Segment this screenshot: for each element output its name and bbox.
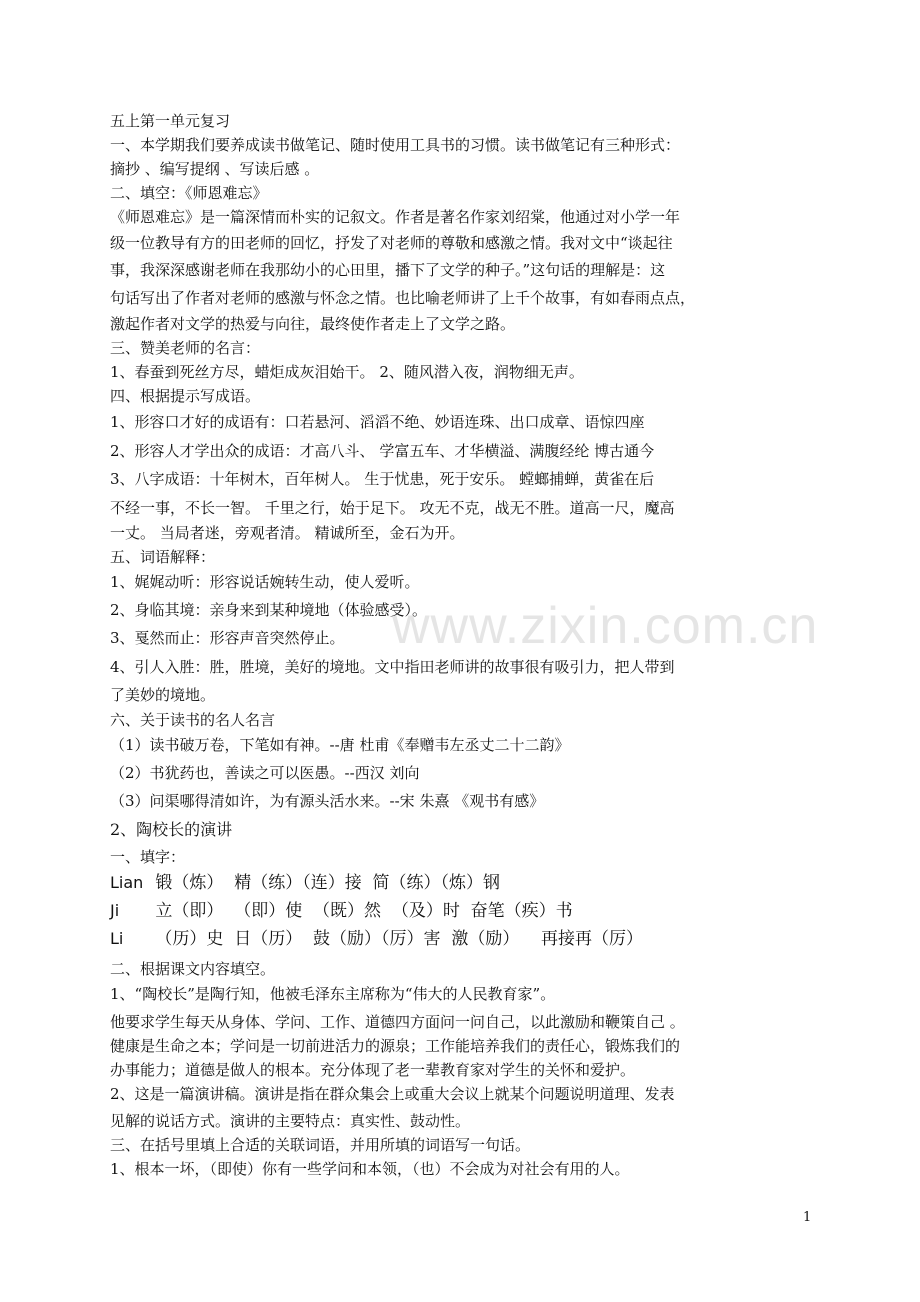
answer-1c: 健康是生命之本；学问是一切前进活力的源泉；工作能培养我们的责任心，锻炼我们的	[110, 1037, 681, 1055]
para-2c: 事，我深深感谢老师在我那幼小的心田里，播下了文学的种子。”这句话的理解是：这	[110, 261, 666, 279]
para-2d: 句话写出了作者对老师的感激与怀念之情。也比喻老师讲了上千个故事，有如春雨点点，	[110, 289, 696, 307]
li-row	[110, 928, 810, 950]
task-3: 三、在括号里填上合适的关联词语，并用所填的词语写一句话。	[110, 1136, 531, 1154]
quote-3: （3）问渠哪得清如许，为有源头活水来。--宋 朱熹 《观书有感》	[110, 792, 545, 810]
task-3a: 1、根本一坏，（即使）你有一些学问和本领，（也）不会成为对社会有用的人。	[110, 1160, 630, 1178]
section-6: 六、关于读书的名人名言	[110, 711, 276, 729]
answer-1: 1、“陶校长”是陶行知，他被毛泽东主席称为“伟大的人民教育家”。	[110, 985, 556, 1003]
answer-1d: 办事能力；道德是做人的根本。充分体现了老一辈教育家对学生的关怀和爱护。	[110, 1061, 636, 1079]
quote-1: （1）读书破万卷，下笔如有神。--唐 杜甫《奉赠韦左丞丈二十二韵》	[110, 736, 570, 754]
para-5a: 1、娓娓动听：形容说话婉转生动，使人爱听。	[110, 573, 420, 591]
para-5d: 4、引人入胜：胜，胜境，美好的境地。文中指田老师讲的故事很有吸引力，把人带到	[110, 658, 675, 676]
para-1b: 摘抄 、编写提纲 、写读后感 。	[110, 160, 320, 178]
task-2: 二、根据课文内容填空。	[110, 960, 276, 978]
ji-words: 立（即） （即）使 （既）然 （及）时 奋笔（疾）书	[155, 901, 573, 921]
para-4c: 3、八字成语：十年树木，百年树人。 生于忧患，死于安乐。 螳螂捕蝉，黄雀在后	[110, 470, 655, 488]
para-4e: 一丈。 当局者迷，旁观者清。 精诚所至，金石为开。	[110, 524, 465, 542]
li-pinyin: Li	[110, 929, 124, 948]
para-5e: 了美妙的境地。	[110, 686, 216, 704]
quote-2: （2）书犹药也，善读之可以医愚。--西汉 刘向	[110, 764, 420, 782]
section-5: 五、词语解释：	[110, 548, 216, 566]
para-2a: 《师恩难忘》是一篇深情而朴实的记叙文。作者是著名作家刘绍棠，他通过对小学一年	[110, 208, 681, 226]
lian-pinyin: Lian	[110, 873, 144, 892]
para-4b: 2、形容人才学出众的成语：才高八斗、 学富五车、才华横溢、满腹经纶 博古通今	[110, 442, 655, 460]
task-1: 一、填字：	[110, 848, 186, 866]
lesson-2-title: 2、陶校长的演讲	[110, 820, 233, 839]
para-1a: 一、本学期我们要养成读书做笔记、随时使用工具书的习惯。读书做笔记有三种形式：	[110, 136, 681, 154]
doc-title: 五上第一单元复习	[110, 112, 231, 130]
answer-1b: 他要求学生每天从身体、学问、工作、道德四方面问一问自己，以此激励和鞭策自己 。	[110, 1013, 685, 1031]
para-4a: 1、形容口才好的成语有：口若悬河、滔滔不绝、妙语连珠、出口成章、语惊四座	[110, 413, 645, 431]
page-number: 1	[803, 1210, 812, 1225]
answer-2b: 见解的说话方式。演讲的主要特点：真实性、鼓动性。	[110, 1112, 471, 1130]
para-3: 1、春蚕到死丝方尽，蜡炬成灰泪始干。 2、随风潜入夜，润物细无声。	[110, 363, 584, 381]
lian-words: 锻（炼） 精（练）（连）接 简（练）（炼）钢	[155, 873, 501, 893]
section-3: 三、赞美老师的名言：	[110, 339, 261, 357]
li-words: （历）史 日（历） 鼓（励）（厉）害 激（励） 再接再（厉）	[155, 929, 643, 949]
lian-row	[110, 872, 810, 894]
para-4d: 不经一事，不长一智。 千里之行，始于足下。 攻无不克，战无不胜。道高一尺，魔高	[110, 499, 675, 517]
para-5c: 3、戛然而止：形容声音突然停止。	[110, 629, 345, 647]
watermark: www.zixin.com.cn	[392, 597, 819, 655]
ji-pinyin: Ji	[110, 901, 120, 920]
ji-row	[110, 900, 810, 922]
para-5b: 2、身临其境：亲身来到某种境地（体验感受）。	[110, 601, 428, 619]
answer-2: 2、这是一篇演讲稿。演讲是指在群众集会上或重大会议上就某个问题说明道理、发表	[110, 1085, 675, 1103]
section-2: 二、填空：《师恩难忘》	[110, 184, 268, 202]
para-2b: 级一位教导有方的田老师的回忆，抒发了对老师的尊敬和感激之情。我对文中“谈起往	[110, 234, 673, 252]
section-4: 四、根据提示写成语。	[110, 387, 261, 405]
para-2e: 激起作者对文学的热爱与向往，最终使作者走上了文学之路。	[110, 315, 516, 333]
